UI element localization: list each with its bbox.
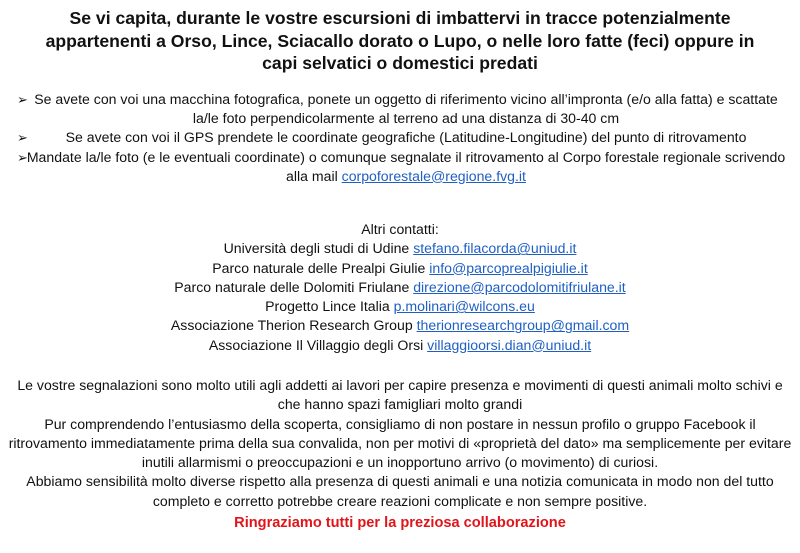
instruction-text: Mandate la/le foto (e le eventuali coordinate) o comunque segnalate il ritrovamento al Corpo forestale regionale scrivendo alla mail [26,148,786,184]
contact-name: Associazione Il Villaggio degli Orsi [208,336,424,353]
note-paragraph: Pur comprendendo l’entusiasmo della scoperta, consigliamo di non postare in nessun profilo o gruppo Facebook il ritrovamento immediatamente prima della sua convalida, non per motivi di «proprietà del dato» ma semplicemente per evitare inutili allarmismi o preoccupazioni e un inopportuno arrivo (o movimento) di curiosi. [8,415,792,471]
contact-row [0,239,800,258]
contact-email-link[interactable]: stefano.filacorda@uniud.it [413,240,577,257]
arrowhead-bullet-icon: ➢ [17,92,28,107]
contact-name: Progetto Lince Italia [265,298,390,315]
notes-section [8,376,792,511]
contact-row [0,278,800,297]
instruction-text: Se avete con voi una macchina fotografica, ponete un oggetto di riferimento vicino all’impronta (e/o alla fatta) e scattate la/le foto perpendicolarmente al terreno ad una distanza di 30-40 cm [34,91,778,127]
contact-row [0,259,800,278]
contact-email-link[interactable]: info@parcoprealpigiulie.it [429,259,588,276]
instruction-text: Se avete con voi il GPS prendete le coordinate geografiche (Latitudine-Longitudine) del punto di ritrovamento [65,129,747,146]
thanks-message: Ringraziamo tutti per la preziosa collaborazione [234,515,566,531]
arrowhead-bullet-icon: ➢ [17,130,28,146]
contact-row [0,336,800,355]
email-link-corpoforestale[interactable]: corpoforestale@regione.fvg.it [341,167,526,184]
arrowhead-bullet-icon: ➢ [17,149,28,165]
contact-email-link[interactable]: direzione@parcodolomitifriulane.it [413,278,626,295]
contact-name: Università degli studi di Udine [223,240,410,257]
instructions-list [14,90,788,186]
list-item [14,148,788,186]
contact-row [0,297,800,316]
page-title: Se vi capita, durante le vostre escursioni di imbattervi in tracce potenzialmente appartenenti a Orso, Lince, Sciacallo dorato o Lupo, o nelle loro fatte (feci) oppure in capi selvatici o domestici predati [45,8,755,73]
note-paragraph: Le vostre segnalazioni sono molto utili agli addetti ai lavori per capire presenza e movimenti di questi animali molto schivi e che hanno spazi famigliari molto grandi [17,377,783,413]
contact-name: Associazione Therion Research Group [170,317,413,334]
contact-email-link[interactable]: therionresearchgroup@gmail.com [416,317,630,334]
contact-row [0,316,800,335]
list-item [14,128,788,147]
contacts-heading: Altri contatti: [361,221,439,237]
contact-name: Parco naturale delle Prealpi Giulie [212,259,426,276]
contacts-section [0,220,800,355]
contact-name: Parco naturale delle Dolomiti Friulane [174,278,410,295]
note-paragraph: Abbiamo sensibilità molto diverse rispetto alla presenza di questi animali e una notizia comunicata in modo non del tutto completo e corretto potrebbe creare reazioni complicate e non sempre positive. [26,473,774,509]
list-item [14,90,788,128]
contact-email-link[interactable]: p.molinari@wilcons.eu [393,298,535,315]
contact-email-link[interactable]: villaggioorsi.dian@uniud.it [427,336,592,353]
